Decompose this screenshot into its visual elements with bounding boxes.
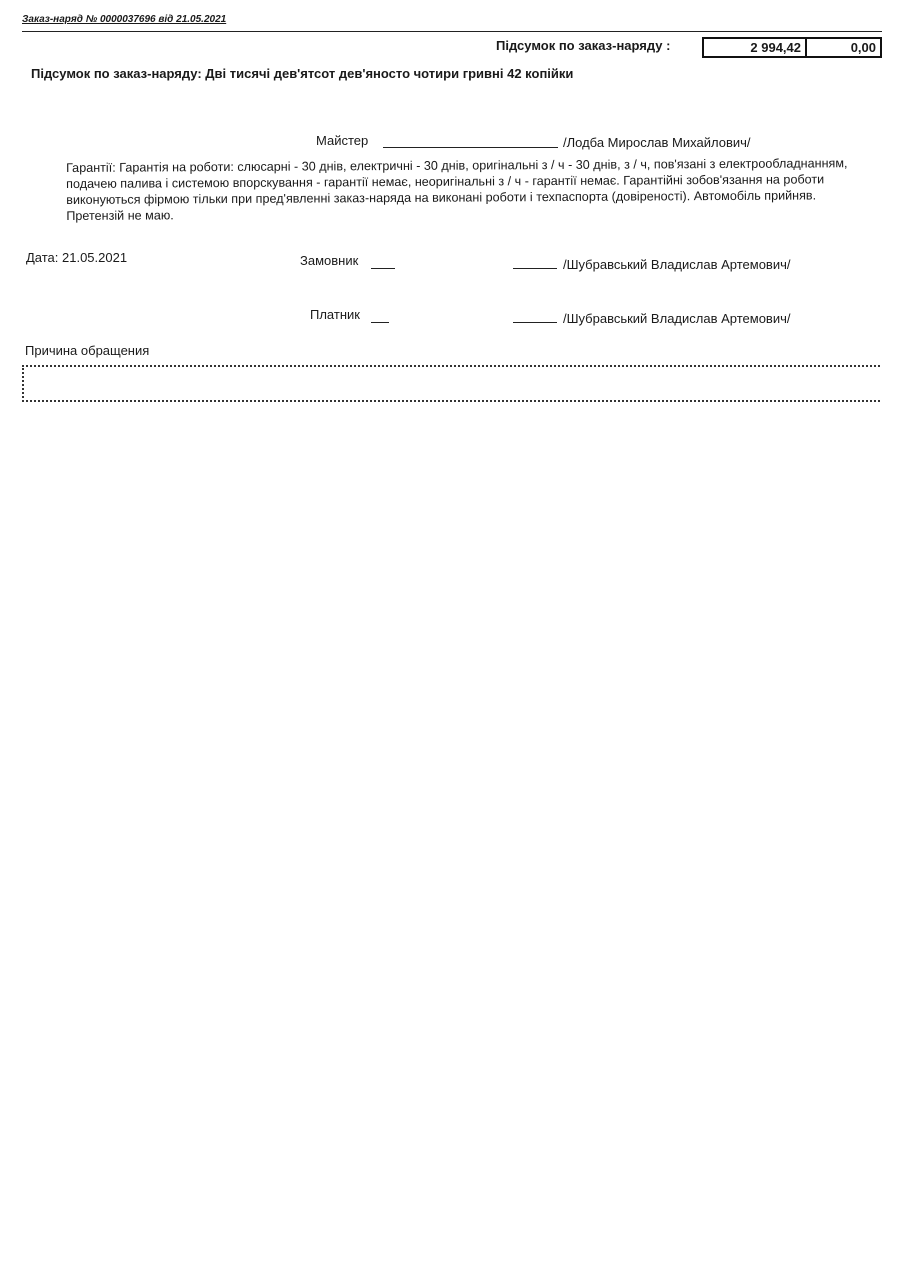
sum-in-words: Підсумок по заказ-наряду: Дві тисячі дев'ятсот дев'яносто чотири гривні 42 копійки — [31, 66, 574, 81]
document-date: Дата: 21.05.2021 — [26, 250, 128, 265]
reason-label: Причина обращения — [25, 343, 150, 358]
customer-signature-line — [371, 268, 395, 269]
payer-label: Платник — [310, 307, 360, 322]
customer-label: Замовник — [300, 253, 359, 268]
order-total-second: 0,00 — [850, 40, 876, 55]
reason-field — [22, 365, 880, 402]
payer-signature-line — [371, 322, 389, 323]
master-name: /Лодба Мирослав Михайлович/ — [563, 135, 751, 150]
order-reference: Заказ-наряд № 0000037696 від 21.05.2021 — [22, 14, 227, 25]
header-divider — [22, 31, 882, 32]
master-label: Майстер — [316, 133, 369, 148]
warranty-terms: Гарантії: Гарантія на роботи: слюсарні - 30 днів, електричні - 30 днів, оригінальні з / ч - 30 днів, з / ч, пов'язані з електрообладнанням, подачею палива і системою впорскування - гарантії немає, неоригінальні з / ч - гарантії немає. Гарантійні зобов'язання на роботи виконуються фірмою тільки при пред'явленні заказ-наряда на виконані роботи і техпаспорта (довіреності). Автомобіль прийняв. Претензій не маю. — [66, 156, 848, 223]
master-signature-line — [383, 147, 558, 148]
payer-signature-line-2 — [513, 322, 557, 323]
customer-signature-line-2 — [513, 268, 557, 269]
order-total-sum: 2 994,42 — [704, 39, 807, 56]
payer-name: /Шубравський Владислав Артемович/ — [563, 311, 791, 326]
customer-name: /Шубравський Владислав Артемович/ — [563, 257, 791, 272]
order-total-box — [702, 37, 882, 58]
order-total-label: Підсумок по заказ-наряду : — [496, 38, 671, 53]
